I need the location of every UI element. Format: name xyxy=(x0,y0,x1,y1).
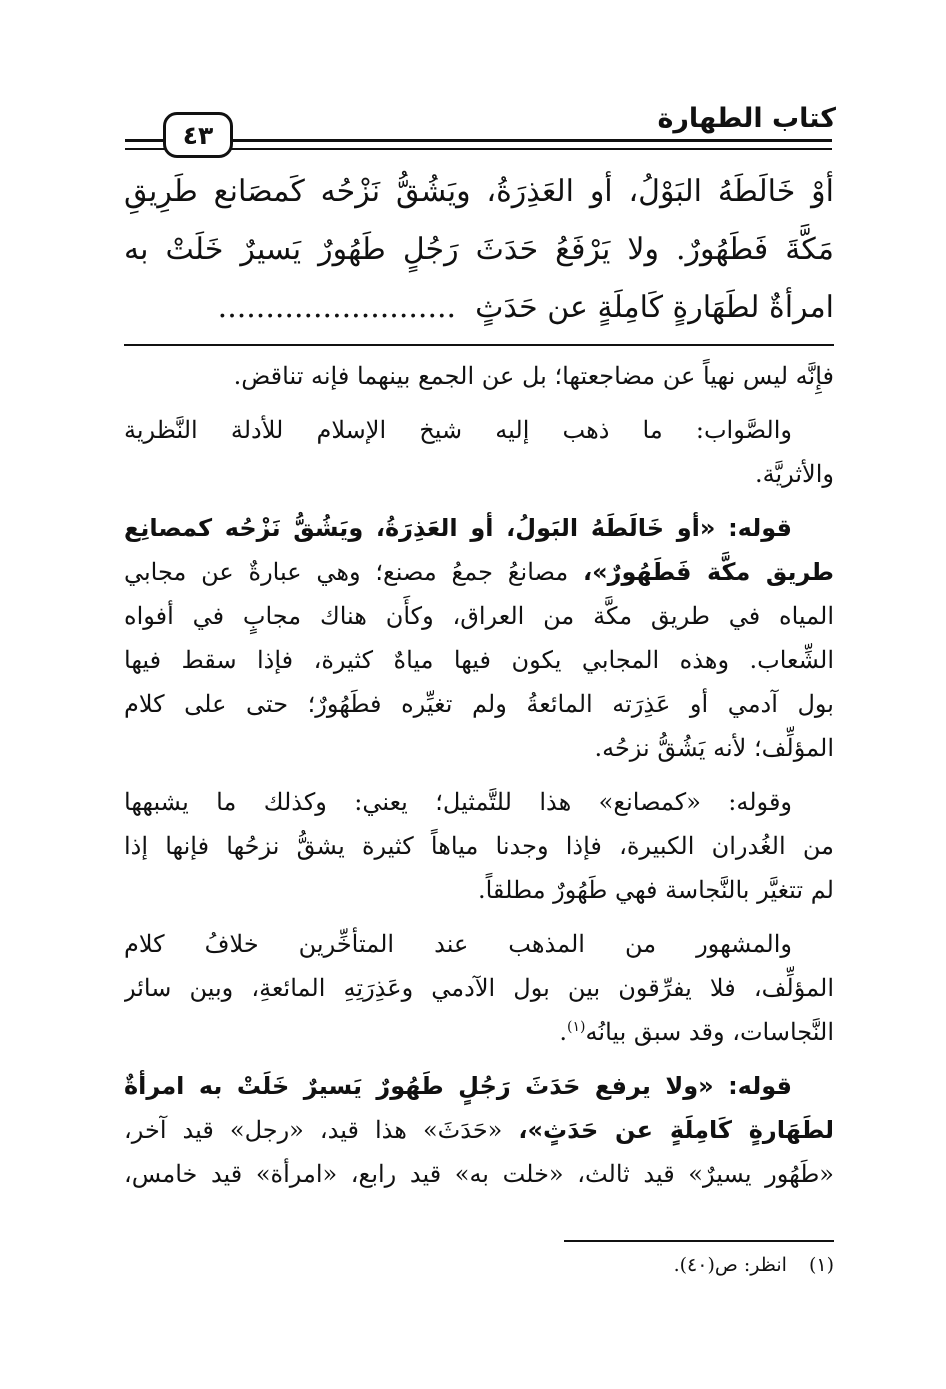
text-line: وقوله: «كمصانع» هذا للتَّمثيل؛ يعني: وكذلك ما يشبهها xyxy=(124,788,792,816)
quoted-matn-line: قوله: «ولا يرفع حَدَثَ رَجُلٍ طَهُورٌ يَسيرٌ خَلَتْ به امرأةٌ xyxy=(124,1072,792,1100)
text-line: من الغُدران الكبيرة، فإذا وجدنا مياهاً كثيرة يشقُّ نزحُها فإنها إذا xyxy=(124,832,834,860)
text-line: فإِنَّه ليس نهياً عن مضاجعتها؛ بل عن الجمع بينهما فإنه تناقض. xyxy=(233,362,834,390)
footnote-separator-rule xyxy=(564,1240,834,1242)
footnote-text: انظر: ص(٤٠). xyxy=(673,1254,787,1276)
text-line xyxy=(124,1108,834,1152)
text-fragment: مصانعُ جمعُ مصنع؛ وهي عبارةٌ عن مجابي xyxy=(124,558,583,586)
commentary-paragraph xyxy=(124,1064,834,1196)
running-header-title: كتاب الطهارة xyxy=(657,103,836,134)
text-line: والمشهور من المذهب عند المتأخِّرين خلافُ كلام xyxy=(124,930,792,958)
text-line xyxy=(124,550,834,594)
text-line: المؤلِّف؛ لأنه يَشُقُّ نزحُه. xyxy=(594,734,834,762)
commentary xyxy=(124,354,834,1206)
matn-separator-rule xyxy=(124,344,834,346)
page-number: ٤٣ xyxy=(163,112,233,158)
footnote-reference[interactable]: (١) xyxy=(567,1019,586,1035)
quoted-matn-fragment: لطَهَارةٍ كَامِلَةٍ عن حَدَثٍ»، xyxy=(518,1116,834,1144)
text-line xyxy=(124,1010,834,1054)
matn-ellipsis: ......................... xyxy=(217,290,457,325)
quoted-matn-fragment: طريق مكَّة فَطَهُورٌ»، xyxy=(583,558,834,586)
commentary-paragraph xyxy=(124,780,834,912)
text-fragment: النَّجاسات، وقد سبق بيانُه xyxy=(585,1018,834,1046)
text-line: بول آدمي أو عَذِرَته المائعةُ ولم تغيِّره فطَهُورٌ؛ حتى على كلام xyxy=(124,690,834,718)
header-rule-right xyxy=(229,139,832,150)
matn-line: مَكَّةَ فَطَهُورٌ. ولا يَرْفَعُ حَدَثَ رَجُلٍ طَهُورٌ يَسيرٌ خَلَتْ به xyxy=(124,232,834,267)
matn-line xyxy=(124,279,834,337)
commentary-paragraph xyxy=(124,408,834,496)
header-rule-left xyxy=(125,139,167,150)
text-line: المؤلِّف، فلا يفرِّقون بين بول الآدمي وعَذِرَتِهِ المائعةِ، وبين سائر xyxy=(124,974,834,1002)
commentary-paragraph xyxy=(124,354,834,398)
text-fragment: «حَدَثَ» هذا قيد، «رجل» قيد آخر، xyxy=(124,1116,519,1144)
text-line: «طَهُور يسيرٌ» قيد ثالث، «خلت به» قيد رابع، «امرأة» قيد خامس، xyxy=(124,1160,834,1188)
text-line: لم تتغيَّر بالنَّجاسة فهي طَهُورٌ مطلقاً. xyxy=(477,876,834,904)
footnote xyxy=(674,1248,834,1282)
text-line: المياه في طريق مكَّة من العراق، وكأَن هناك مجابٍ في أفواه xyxy=(124,602,834,630)
text-line: الشِّعاب. وهذه المجابي يكون فيها مياهٌ كثيرة، فإذا سقط فيها xyxy=(124,646,834,674)
commentary-paragraph xyxy=(124,922,834,1054)
matn-line: أوْ خَالَطَهُ البَوْلُ، أو العَذِرَةُ، ويَشُقُّ نَزْحُه كَمصَانع طَرِيقِ xyxy=(124,174,834,209)
quoted-matn-line: قوله: «أو خَالَطَهُ البَولُ، أو العَذِرَةُ، ويَشُقُّ نَزْحُه كمصانِع xyxy=(124,514,792,542)
commentary-paragraph xyxy=(124,506,834,770)
matn-text xyxy=(124,163,834,337)
text-fragment: . xyxy=(559,1018,568,1046)
text-line: والصَّواب: ما ذهب إليه شيخ الإسلام للأدلة النَّظرية xyxy=(124,416,792,444)
matn-line-text: امرأةٌ لطَهَارةٍ كَامِلَةٍ عن حَدَثٍ xyxy=(475,290,834,325)
text-line: والأثريَّة. xyxy=(754,460,834,488)
footnote-number: (١) xyxy=(808,1254,834,1276)
